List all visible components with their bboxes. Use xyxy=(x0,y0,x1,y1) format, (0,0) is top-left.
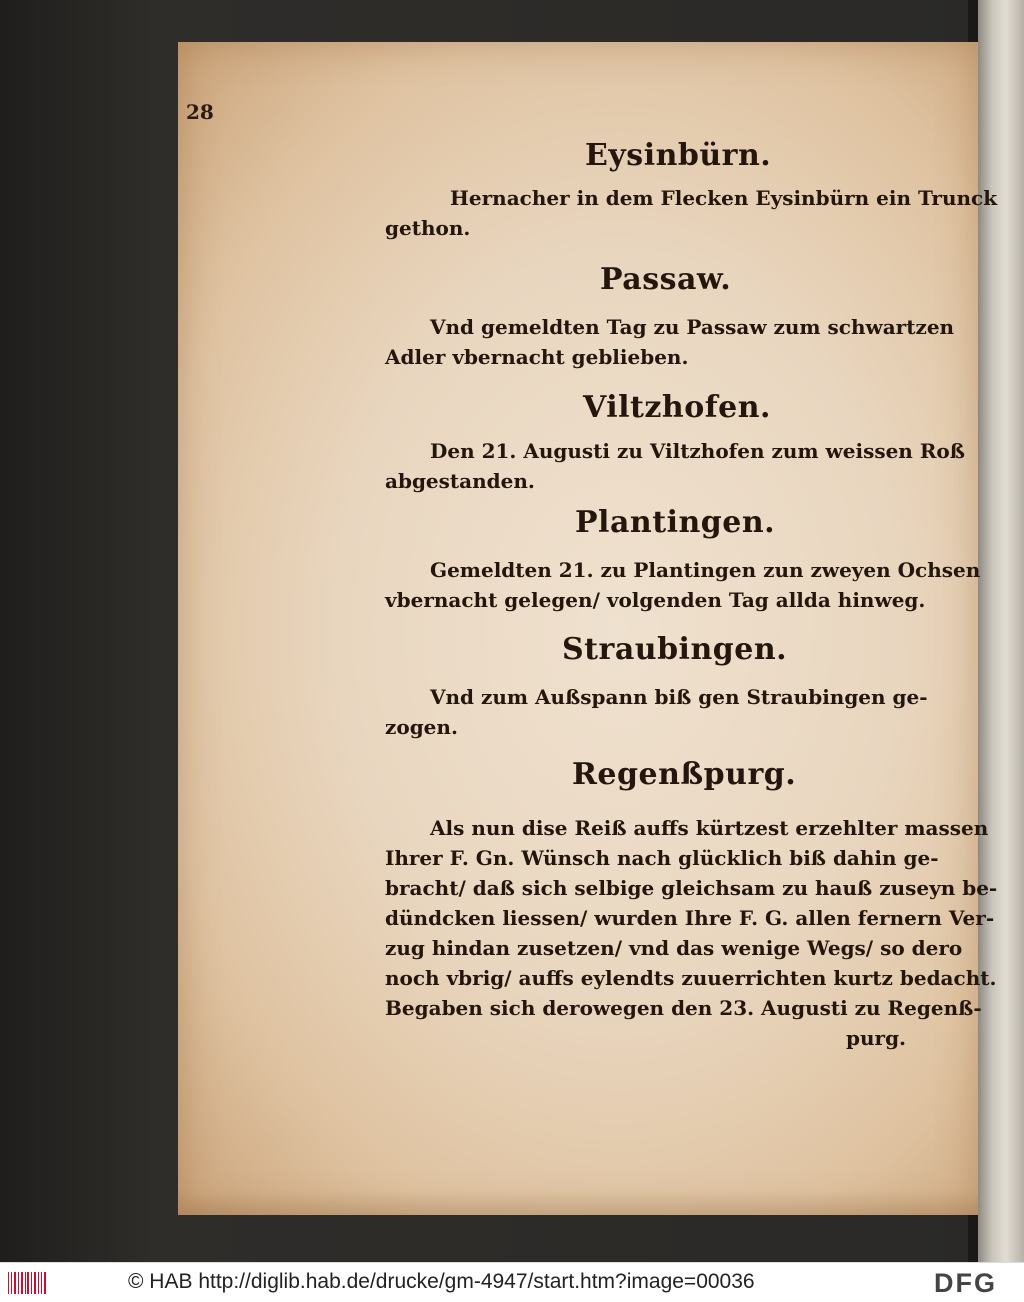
section-heading-eysinburn: Eysinbürn. xyxy=(585,138,772,173)
section-line: abgestanden. xyxy=(385,469,535,493)
section-line: vbernacht gelegen/ volgenden Tag allda hinweg. xyxy=(385,588,926,612)
catchword: purg. xyxy=(846,1026,907,1050)
section-heading-plantingen: Plantingen. xyxy=(575,505,776,540)
section-line: gethon. xyxy=(385,216,471,240)
section-line: Adler vbernacht geblieben. xyxy=(385,345,689,369)
section-line: Als nun dise Reiß auffs kürtzest erzehlter massen xyxy=(430,816,989,840)
section-line: bracht/ daß sich selbige gleichsam zu hauß zuseyn be- xyxy=(385,876,998,900)
footer-credit-link[interactable]: © HAB http://diglib.hab.de/drucke/gm-4947/start.htm?image=00036 xyxy=(128,1270,755,1293)
dfg-logo: DFG xyxy=(934,1268,997,1298)
section-heading-straubingen: Straubingen. xyxy=(562,632,788,667)
section-line: Vnd gemeldten Tag zu Passaw zum schwartzen xyxy=(430,315,955,339)
section-heading-passaw: Passaw. xyxy=(600,262,732,297)
section-heading-regenspurg: Regenßpurg. xyxy=(572,757,797,792)
page-number: 28 xyxy=(186,100,214,124)
section-line: Ihrer F. Gn. Wünsch nach glücklich biß dahin ge- xyxy=(385,846,939,870)
section-line: dündcken liessen/ wurden Ihre F. G. allen fernern Ver- xyxy=(385,906,995,930)
footer-bar xyxy=(0,1262,1024,1302)
section-line: Vnd zum Außspann biß gen Straubingen ge- xyxy=(430,685,928,709)
section-line: zogen. xyxy=(385,715,458,739)
page-bottom-edge xyxy=(178,1190,978,1215)
section-line: Gemeldten 21. zu Plantingen zun zweyen Ochsen xyxy=(430,558,981,582)
section-line: Begaben sich derowegen den 23. Augusti zu Regenß- xyxy=(385,996,982,1020)
section-heading-viltzhofen: Viltzhofen. xyxy=(583,390,772,425)
section-line: Hernacher in dem Flecken Eysinbürn ein Trunck xyxy=(450,186,998,210)
section-line: noch vbrig/ auffs eylendts zuuerrichten kurtz bedacht. xyxy=(385,966,997,990)
section-line: zug hindan zusetzen/ vnd das wenige Wegs/ so dero xyxy=(385,936,963,960)
hab-barcode-icon xyxy=(8,1272,46,1294)
section-line: Den 21. Augusti zu Viltzhofen zum weissen Roß xyxy=(430,439,965,463)
